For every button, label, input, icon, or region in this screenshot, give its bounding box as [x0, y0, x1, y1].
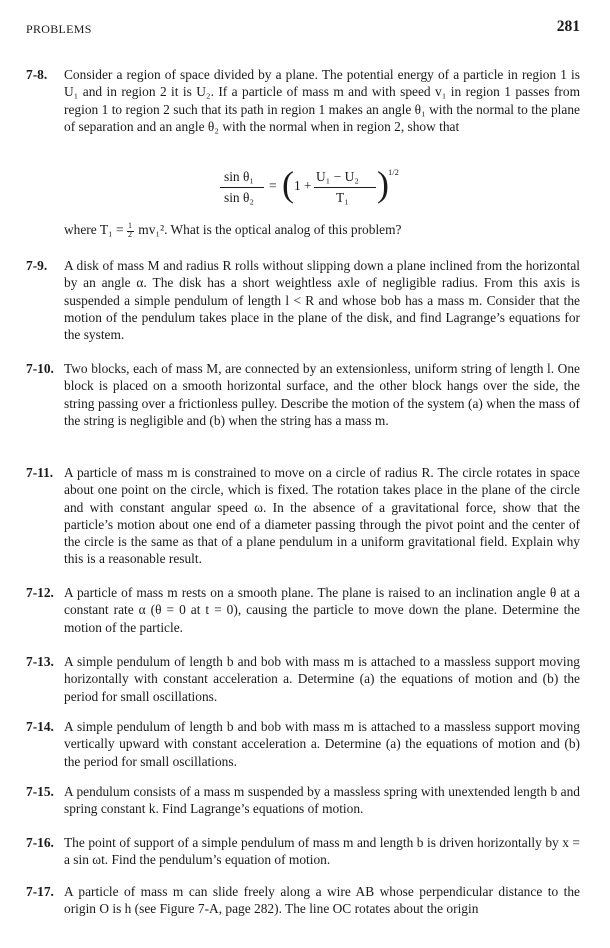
half-denominator: 2	[127, 230, 132, 239]
page-number: 281	[556, 18, 580, 35]
problem-7-10	[26, 360, 580, 429]
equation-equals: =	[269, 178, 277, 193]
equation-block	[220, 165, 420, 213]
problem-number: 7-17.	[26, 884, 54, 899]
problem-number: 7-16.	[26, 835, 54, 850]
one-half-fraction	[127, 223, 135, 237]
problem-text: A particle of mass m rests on a smooth plane. The plane is raised to an inclination angle θ at a constant rate α (θ = 0 at t = 0), causing the particle to move down the plane. Determine the motion of the particle.	[64, 585, 580, 635]
problem-text: The point of support of a simple pendulum of mass m and length b is driven horizontally by x = a sin ωt. Find the pendulum’s equation of motion.	[64, 835, 580, 868]
problem-7-17	[26, 883, 580, 918]
problem-number: 7-12.	[26, 585, 54, 600]
problem-number: 7-11.	[26, 465, 54, 480]
equation-inner-fraction-bar	[314, 187, 376, 188]
equation-numerator: sin θ₁	[224, 169, 255, 184]
problem-number: 7-8.	[26, 67, 48, 82]
problem-number: 7-14.	[26, 719, 54, 734]
problem-text: Two blocks, each of mass M, are connected by an extensionless, uniform string of length l. One block is placed on a smooth horizontal surface, and the other block hangs over the side, the string passing over a frictionless pulley. Describe the motion of the system (a) when the mass of the string is negligible and (b) when the string has a mass m.	[64, 361, 580, 428]
problem-text: A simple pendulum of length b and bob with mass m is attached to a massless support moving vertically upward with constant acceleration a. Determine (a) the equations of motion and (b) the period for small oscillations.	[64, 719, 580, 769]
problem-text: A particle of mass m can slide freely along a wire AB whose perpendicular distance to the origin O is h (see Figure 7-A, page 282). The line OC rotates about the origin	[64, 884, 580, 917]
problem-7-11	[26, 464, 580, 568]
problem-number: 7-15.	[26, 784, 54, 799]
equation-inner-numerator: U₁ − U₂	[316, 169, 359, 184]
equation-exponent: 1/2	[388, 167, 399, 177]
problem-text: A simple pendulum of length b and bob with mass m is attached to a massless support moving horizontally with constant acceleration a. Determine (a) the equations of motion and (b) the period for small oscillations.	[64, 654, 580, 704]
problem-number: 7-9.	[26, 258, 48, 273]
problem-text: Consider a region of space divided by a plane. The potential energy of a particle in region 1 is U₁ and in region 2 it is U₂. If a particle of mass m and with speed v₁ in region 1 passes from region 1 to region 2 such that its path in region 1 makes an angle θ₁ with the normal to the plane of separation and an angle θ₂ with the normal when in region 2, show that	[64, 67, 580, 134]
problem-7-12	[26, 584, 580, 636]
where-suffix: mv₁². What is the optical analog of this problem?	[138, 222, 402, 237]
equation-fraction-bar	[220, 187, 264, 188]
half-numerator: 1	[127, 221, 132, 230]
equation-right-paren: )	[377, 164, 389, 204]
problem-7-14	[26, 718, 580, 770]
problem-number: 7-10.	[26, 361, 54, 376]
problem-7-13	[26, 653, 580, 705]
page-header	[26, 18, 580, 40]
problem-7-9	[26, 257, 580, 343]
problem-7-8	[26, 66, 580, 135]
problem-7-16	[26, 834, 580, 869]
problem-text: A pendulum consists of a mass m suspended by a massless spring with unextended length b and spring constant k. Find Lagrange’s equations of motion.	[64, 784, 580, 817]
problem-text: A disk of mass M and radius R rolls without slipping down a plane inclined from the horizontal by an angle α. The disk has a short weightless axle of negligible radius. From this axis is suspended a simple pendulum of length l < R and whose bob has a mass m. Consider that the motion of the pendulum takes place in the plane of the disk, and find Lagrange’s equations for the system.	[64, 258, 580, 343]
equation-inner-denominator: T₁	[336, 190, 349, 205]
problem-text: A particle of mass m is constrained to move on a circle of radius R. The circle rotates in space about one point on the circle, which is fixed. The rotation takes place in the plane of the circle and with constant angular speed ω. In the absence of a gravitational force, show that the particle’s motion about one end of a diameter passing through the pivot point and the center of the circle is the same as that of a plane pendulum in a uniform gravitational field. Explain why this is a reasonable result.	[64, 465, 580, 567]
problem-number: 7-13.	[26, 654, 54, 669]
where-clause	[64, 222, 401, 238]
running-head: PROBLEMS	[26, 22, 92, 36]
where-prefix: where T₁ =	[64, 222, 124, 237]
equation-left-paren: (	[282, 164, 294, 204]
equation-denominator: sin θ₂	[224, 190, 255, 205]
equation-one-plus: 1 +	[294, 178, 312, 193]
problem-7-15	[26, 783, 580, 818]
